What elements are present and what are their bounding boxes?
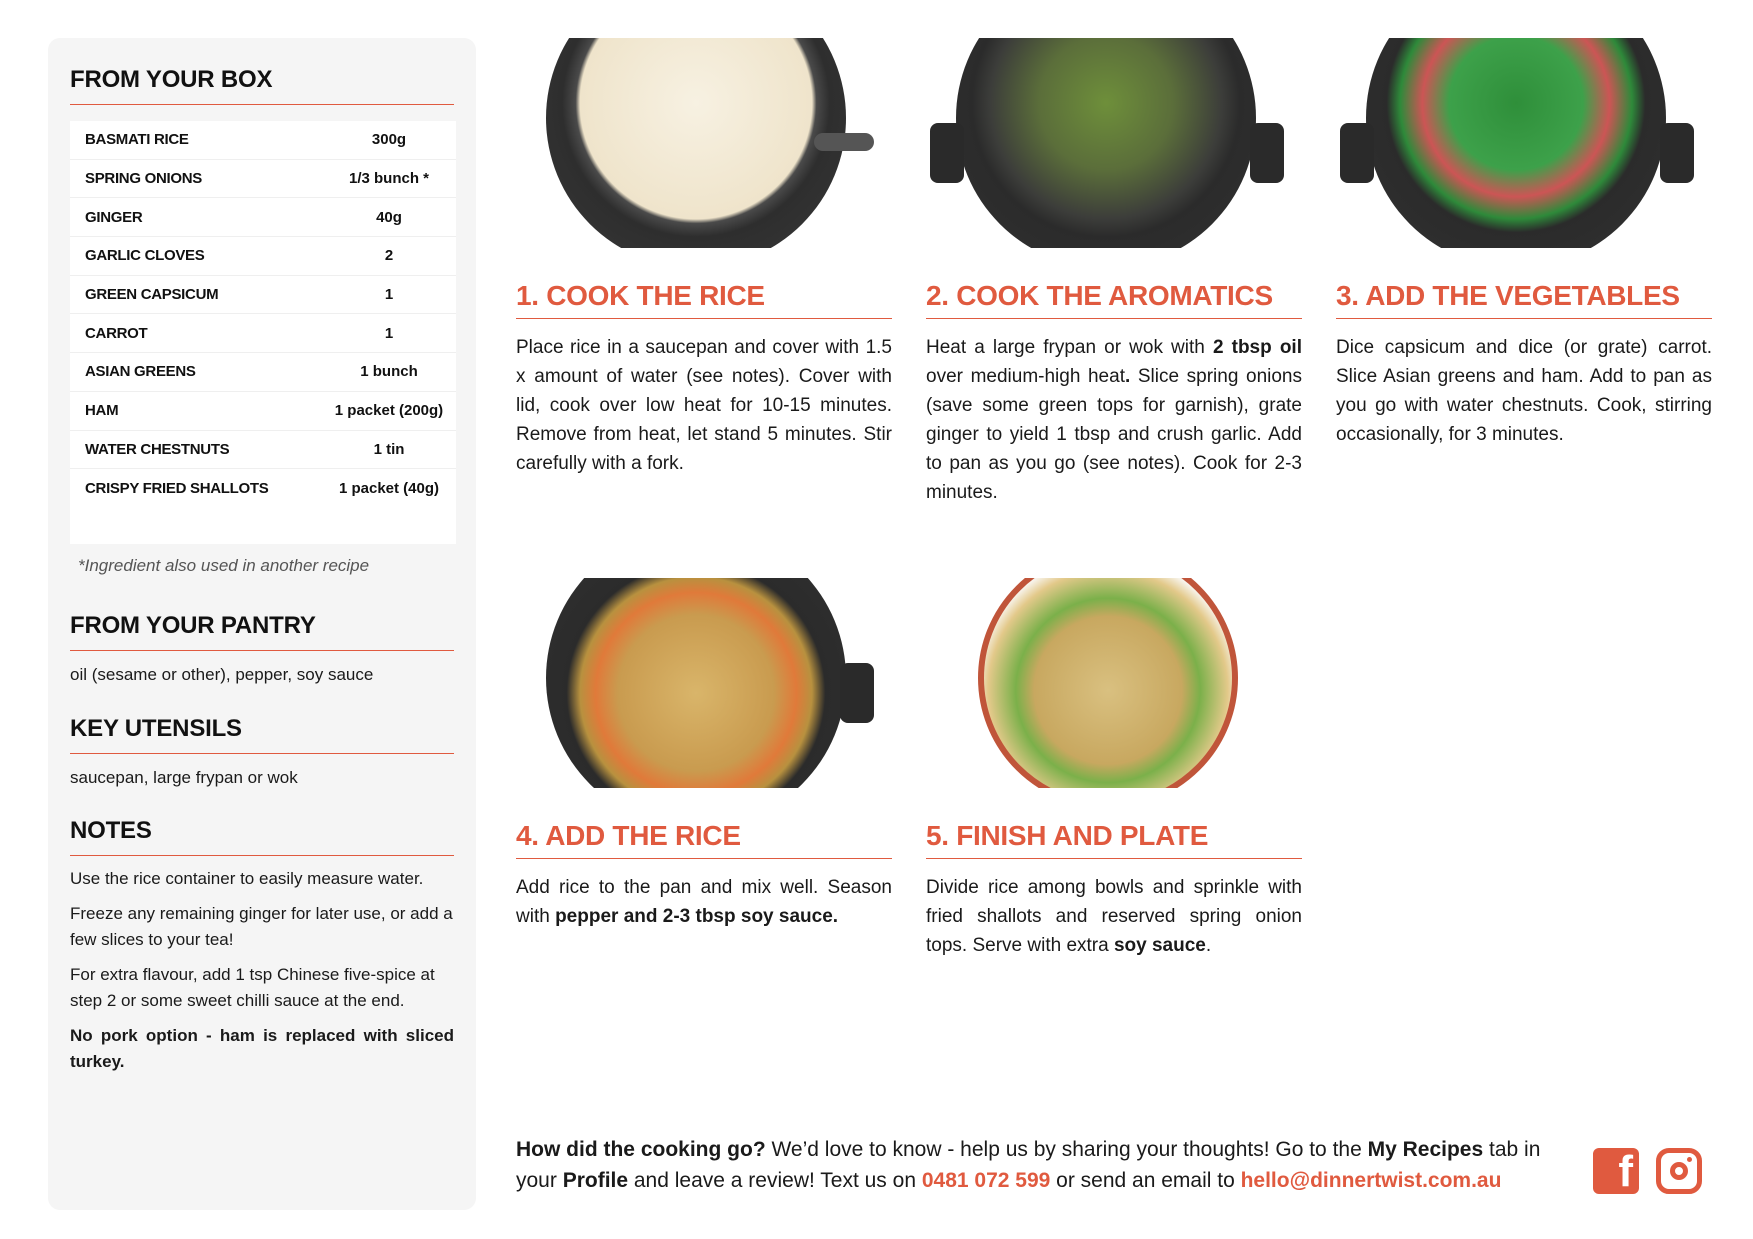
footer-text: or send an email to: [1050, 1169, 1241, 1192]
step-body-text: .: [1205, 935, 1212, 956]
ingredient-row: [70, 314, 456, 353]
utensils-text: saucepan, large frypan or wok: [70, 768, 298, 788]
step-1-photo: [516, 38, 878, 248]
ingredient-row: [70, 198, 456, 237]
ingredient-row: [70, 353, 456, 392]
step-body-text: Place rice in a saucepan and cover with 1.5 x amount of water (see notes). Cover with lid, cook over low heat for 10-15 minutes. Remove from heat, let stand 5 minutes. Stir carefully with a fork.: [516, 337, 892, 474]
plated-bowl-image: [978, 578, 1238, 788]
instagram-icon[interactable]: [1656, 1148, 1702, 1194]
ingredient-row: [70, 121, 456, 160]
step-title: 5. FINISH AND PLATE: [926, 820, 1302, 859]
step-title: 3. ADD THE VEGETABLES: [1336, 280, 1712, 319]
note-item: Freeze any remaining ginger for later use, or add a few slices to your tea!: [70, 904, 453, 949]
step-2: [926, 38, 1302, 507]
step-4: [516, 578, 892, 931]
step-body-text: Slice spring onions (save some green tops for garnish), grate ginger to yield 1 tbsp and crush garlic. Add to pan as you go (see notes). Cook for 2-3 minutes.: [926, 366, 1302, 503]
aromatics-pan-image: [956, 38, 1256, 248]
step-4-photo: [516, 578, 878, 788]
key-utensils-title: KEY UTENSILS: [70, 715, 454, 754]
feedback-question: How did the cooking go?: [516, 1138, 766, 1161]
pan-handle: [1250, 123, 1284, 183]
ingredient-name: ASIAN GREENS: [85, 363, 196, 381]
ingredient-qty: 1/3 bunch *: [348, 170, 430, 188]
ingredient-name: WATER CHESTNUTS: [85, 440, 230, 458]
ingredient-qty: 1 tin: [373, 440, 405, 458]
ingredients-sidebar: [48, 38, 476, 1210]
step-body: [926, 873, 1302, 960]
step-title: 4. ADD THE RICE: [516, 820, 892, 859]
step-body-text: Dice capsicum and dice (or grate) carrot. Slice Asian greens and ham. Add to pan as you go with water chestnuts. Cook, stirring occasionally, for 3 minutes.: [1336, 337, 1712, 445]
step-1: [516, 38, 892, 478]
ingredient-name: GARLIC CLOVES: [85, 247, 205, 265]
step-body-text: Add rice to the pan and mix well. Season with: [516, 877, 892, 927]
step-5-photo: [926, 578, 1288, 788]
from-your-pantry-title: FROM YOUR PANTRY: [70, 612, 454, 651]
step-title: 2. COOK THE AROMATICS: [926, 280, 1302, 319]
from-your-box-title: FROM YOUR BOX: [70, 66, 454, 105]
pan-handle: [840, 663, 874, 723]
note-item: For extra flavour, add 1 tsp Chinese five-spice at step 2 or some sweet chilli sauce at the end.: [70, 965, 435, 1010]
ingredient-qty: 300g: [371, 131, 407, 149]
pantry-text: oil (sesame or other), pepper, soy sauce: [70, 664, 374, 684]
note-item: Use the rice container to easily measure water.: [70, 868, 424, 888]
ingredient-name: BASMATI RICE: [85, 131, 189, 149]
notes-title: NOTES: [70, 817, 454, 856]
step-body-text: over medium-high heat: [926, 366, 1125, 387]
step-body-bold: pepper and 2-3 tbsp soy sauce.: [555, 906, 839, 927]
ingredients-table: [70, 121, 456, 544]
phone-number[interactable]: 0481 072 599: [921, 1169, 1051, 1192]
ingredient-row: [70, 276, 456, 315]
ingredient-qty: 40g: [376, 208, 402, 226]
pan-handle: [1660, 123, 1694, 183]
ingredient-row: [70, 392, 456, 431]
note-item-no-pork: No pork option - ham is replaced with sliced turkey.: [70, 1026, 454, 1071]
footer-text: and leave a review! Text us on: [628, 1169, 922, 1192]
ingredient-name: GINGER: [85, 208, 143, 226]
step-body-bold: 2 tbsp oil: [1212, 337, 1302, 358]
step-body-bold: .: [1124, 366, 1131, 387]
footer-text: We’d love to know - help us by sharing your thoughts! Go to the: [765, 1138, 1368, 1161]
step-body: [1336, 333, 1712, 449]
ingredient-name: HAM: [85, 402, 119, 420]
ingredient-name: SPRING ONIONS: [85, 170, 202, 188]
ingredient-name: GREEN CAPSICUM: [85, 286, 219, 304]
step-title: 1. COOK THE RICE: [516, 280, 892, 319]
email-link[interactable]: hello@dinnertwist.com.au: [1240, 1169, 1502, 1192]
ingredient-qty: 1: [384, 324, 394, 342]
ingredient-row: [70, 469, 456, 508]
feedback-footer: [516, 1134, 1576, 1196]
my-recipes-label: My Recipes: [1367, 1138, 1484, 1161]
step-body: [926, 333, 1302, 507]
ingredient-qty: 1 packet (40g): [338, 480, 440, 498]
step-body-text: Divide rice among bowls and sprinkle with fried shallots and reserved spring onion tops. Serve with extra: [926, 877, 1302, 956]
ingredient-footnote: *Ingredient also used in another recipe: [78, 555, 370, 575]
ingredient-qty: 2: [384, 247, 394, 265]
step-2-photo: [926, 38, 1288, 248]
profile-label: Profile: [562, 1169, 629, 1192]
footer-text: tab in your: [516, 1138, 1541, 1192]
step-body: [516, 873, 892, 931]
ingredient-name: CARROT: [85, 324, 148, 342]
vegetables-pan-image: [1366, 38, 1666, 248]
facebook-icon[interactable]: f: [1593, 1148, 1639, 1194]
step-3: [1336, 38, 1712, 449]
ingredient-qty: 1 packet (200g): [334, 402, 444, 420]
step-body-text: Heat a large frypan or wok with: [926, 337, 1213, 358]
ingredient-row: [70, 160, 456, 199]
ingredient-row: [70, 237, 456, 276]
step-body-bold: soy sauce: [1113, 935, 1206, 956]
step-body: [516, 333, 892, 478]
ingredient-qty: 1: [384, 286, 394, 304]
pan-handle: [814, 133, 874, 151]
fried-rice-pan-image: [546, 578, 846, 788]
rice-pan-image: [546, 38, 846, 248]
pan-handle: [1340, 123, 1374, 183]
step-3-photo: [1336, 38, 1698, 248]
ingredient-qty: 1 bunch: [360, 363, 418, 381]
ingredient-name: CRISPY FRIED SHALLOTS: [85, 480, 269, 498]
step-5: [926, 578, 1302, 960]
pan-handle: [930, 123, 964, 183]
ingredient-row: [70, 431, 456, 470]
